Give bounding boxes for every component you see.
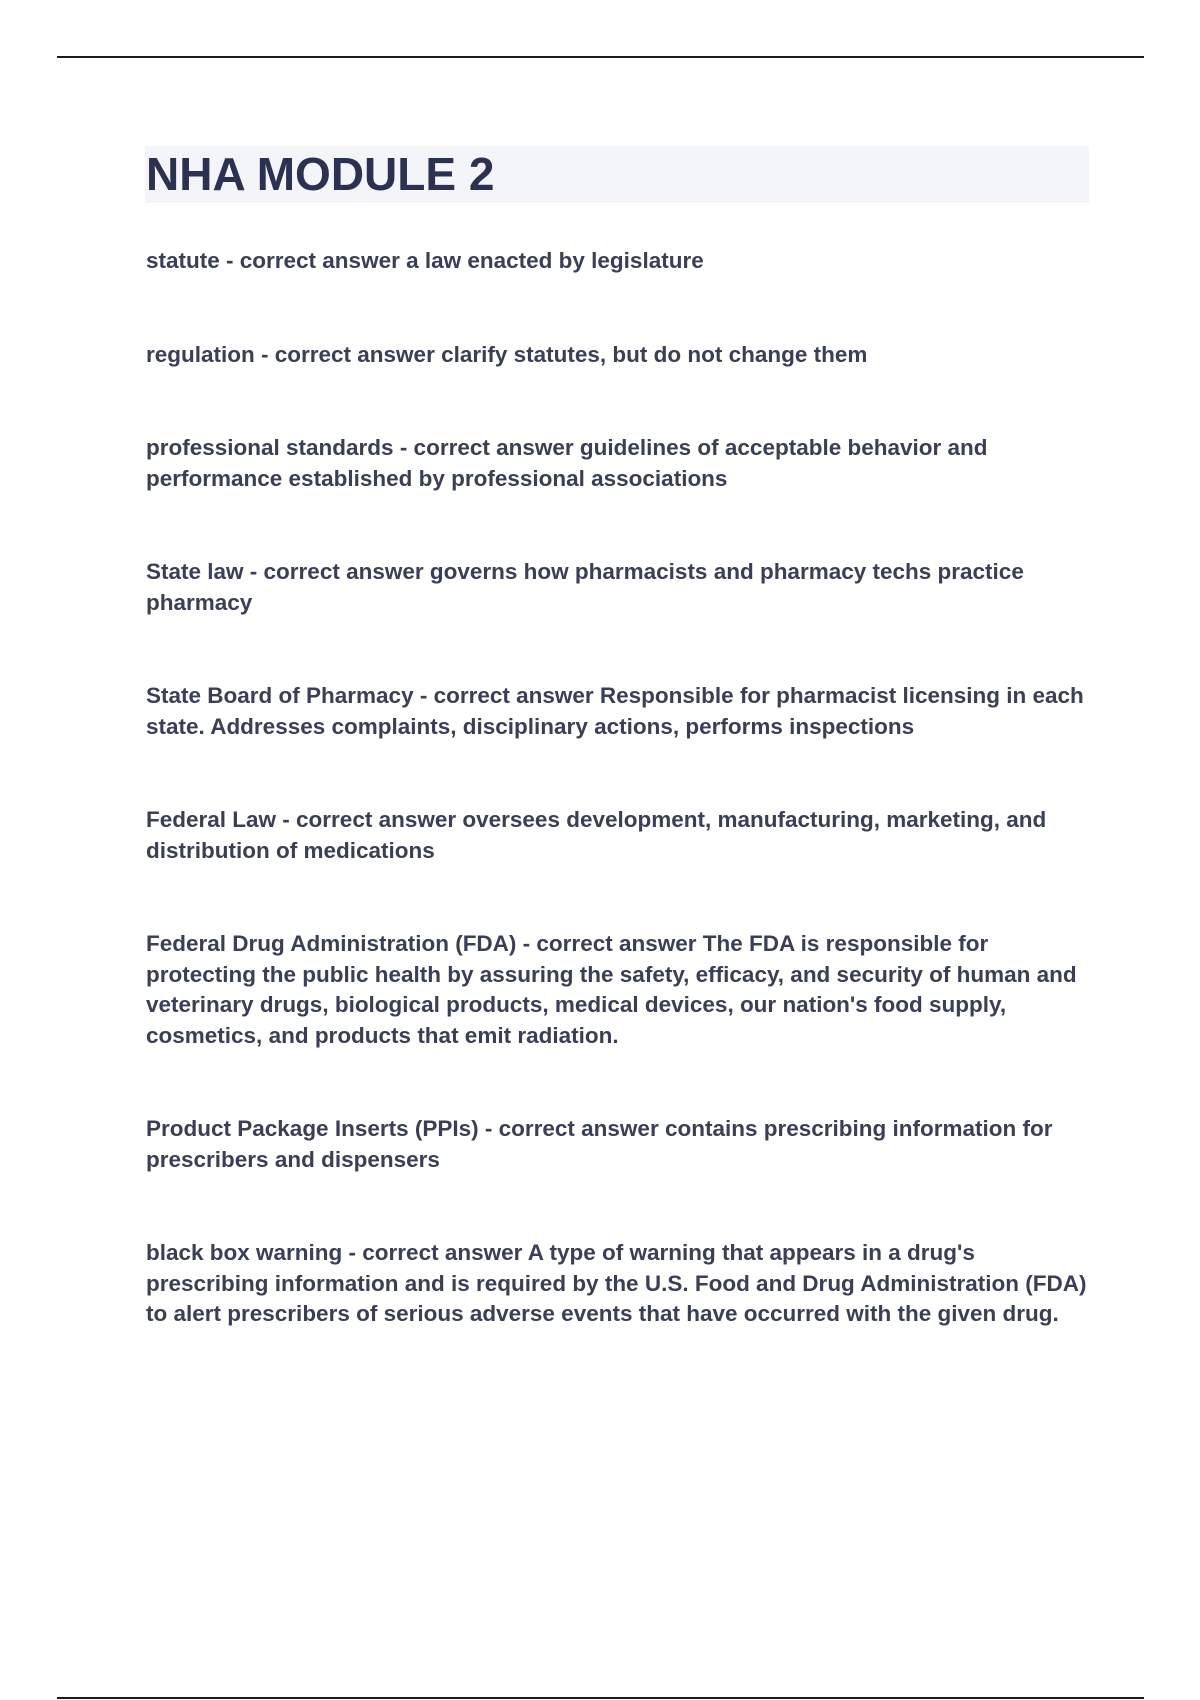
entry-state-board-of-pharmacy: State Board of Pharmacy - correct answer Responsible for pharmacist licensing in each state. Addresses complaints, disciplinary actions, performs inspections — [146, 683, 1084, 739]
entry-list — [146, 246, 1090, 1393]
bottom-rule — [57, 1697, 1144, 1699]
entry-product-package-inserts: Product Package Inserts (PPIs) - correct answer contains prescribing information for prescribers and dispensers — [146, 1116, 1053, 1172]
top-rule — [57, 56, 1144, 58]
entry-black-box-warning: black box warning - correct answer A type of warning that appears in a drug's prescribing information and is required by the U.S. Food and Drug Administration (FDA) to alert prescribers of serious adverse events that have occurred with the given drug. — [146, 1240, 1087, 1326]
entry-federal-law: Federal Law - correct answer oversees development, manufacturing, marketing, and distribution of medications — [146, 807, 1047, 863]
entry-professional-standards: professional standards - correct answer guidelines of acceptable behavior and performance established by professional associations — [146, 435, 988, 491]
entry-state-law: State law - correct answer governs how pharmacists and pharmacy techs practice pharmacy — [146, 559, 1024, 615]
entry-statute: statute - correct answer a law enacted by legislature — [146, 248, 704, 273]
entry-regulation: regulation - correct answer clarify statutes, but do not change them — [146, 341, 868, 367]
page-title: NHA MODULE 2 — [146, 148, 495, 200]
entry-fda: Federal Drug Administration (FDA) - correct answer The FDA is responsible for protecting the public health by assuring the safety, efficacy, and security of human and veterinary drugs, biological products, medical devices, our nation's food supply, cosmetics, and products that emit radiation. — [146, 931, 1077, 1048]
